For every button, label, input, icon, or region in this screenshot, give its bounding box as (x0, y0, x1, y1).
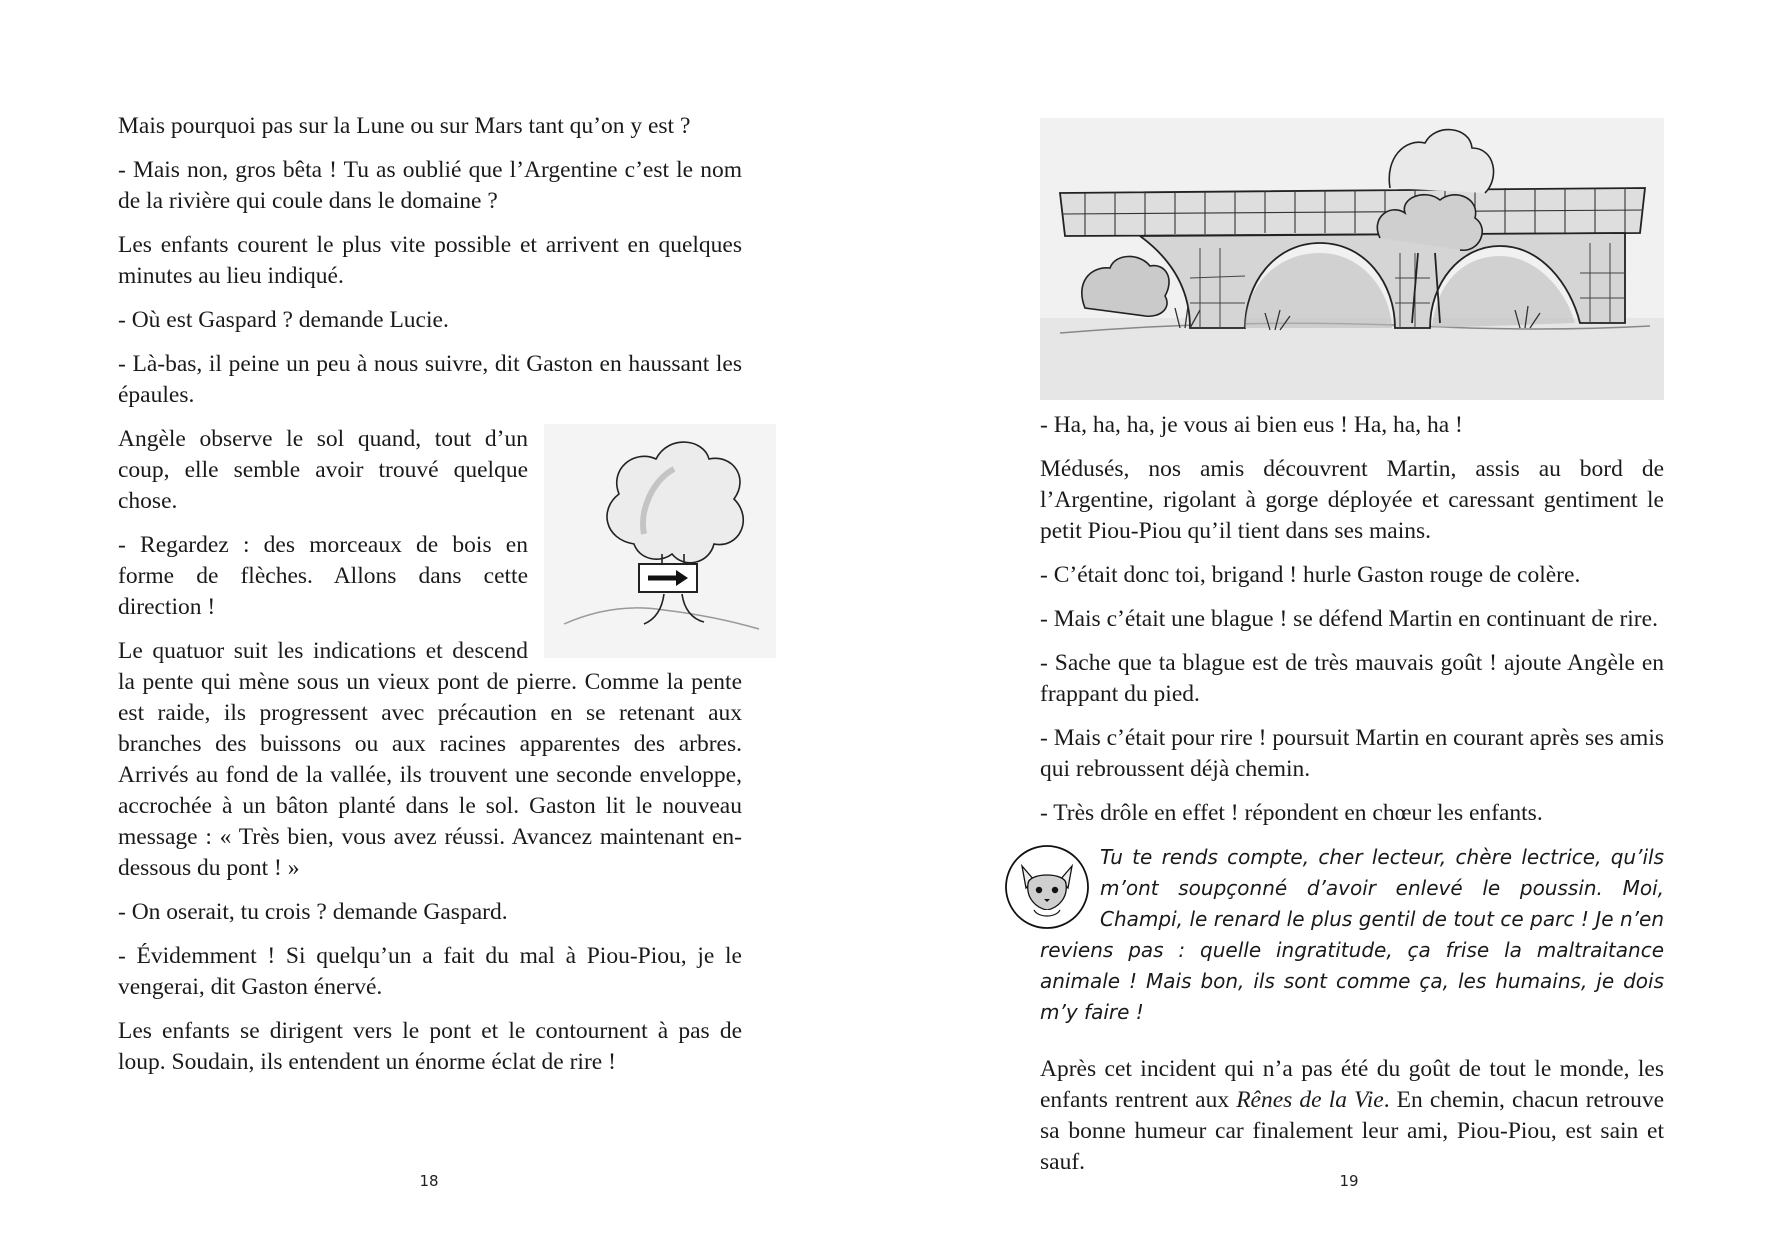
paragraph: Médusés, nos amis découvrent Martin, assis au bord de l’Argentine, rigolant à gorge déployée et caressant gentiment le petit Piou-Piou qu’il tient dans ses mains. (1040, 456, 1664, 544)
paragraph: - Mais c’était pour rire ! poursuit Martin en courant après ses amis qui rebroussent déjà chemin. (1040, 725, 1664, 782)
right-page (886, 0, 1772, 1240)
champi-aside-text: Tu te rends compte, cher lecteur, chère lectrice, qu’ils m’ont soupçonné d’avoir enlevé le poussin. Moi, Champi, le renard le plus gentil de tout ce parc ! Je n’en reviens pas : quelle ingratitude, ça frise la maltraitance animale ! Mais bon, ils sont comme ça, les humains, je dois m’y faire ! (1040, 845, 1664, 1024)
page-number: 19 (1339, 1172, 1359, 1190)
paragraph: Mais pourquoi pas sur la Lune ou sur Mars tant qu’on y est ? (118, 113, 691, 139)
paragraph: - Mais non, gros bêta ! Tu as oublié que l’Argentine c’est le nom de la rivière qui coule dans le domaine ? (118, 157, 742, 214)
left-text-column (118, 111, 742, 1091)
fox-avatar-icon (1004, 844, 1090, 930)
paragraph: - Très drôle en effet ! répondent en chœur les enfants. (1040, 800, 1543, 826)
paragraph: - Ha, ha, ha, je vous ai bien eus ! Ha, ha, ha ! (1040, 412, 1463, 438)
tree-arrow-icon (544, 424, 776, 658)
closing-text-part2: . En chemin, chacun retrouve sa bonne humeur car finalement leur ami, Piou-Piou, est sain et sauf. (1040, 1087, 1664, 1175)
paragraph: - Évidemment ! Si quelqu’un a fait du mal à Piou-Piou, je le vengerai, dit Gaston énervé. (118, 943, 742, 1000)
paragraph: - Là-bas, il peine un peu à nous suivre, dit Gaston en haussant les épaules. (118, 351, 742, 408)
paragraph: Les enfants courent le plus vite possible et arrivent en quelques minutes au lieu indiqué. (118, 232, 742, 289)
paragraph: - On oserait, tu crois ? demande Gaspard. (118, 899, 508, 925)
paragraph: Angèle observe le sol quand, tout d’un coup, elle semble avoir trouvé quelque chose. (118, 426, 528, 514)
tree-arrow-illustration (544, 424, 776, 658)
paragraph: Le quatuor suit les indications et descend la pente qui mène sous un vieux pont de pierre. Comme la pente est raide, ils progressent avec précaution en se retenant aux branches des buissons ou aux racines apparentes des arbres. Arrivés au fond de la vallée, ils trouvent une seconde enveloppe, accrochée à un bâton planté dans le sol. Gaston lit le nouveau message : « Très bien, vous avez réussi. Avancez maintenant en-dessous du pont ! » (118, 638, 742, 881)
right-text-column (1040, 410, 1664, 1191)
book-title: Rênes de la Vie (1236, 1087, 1384, 1113)
paragraph: - Regardez : des morceaux de bois en forme de flèches. Allons dans cette direction ! (118, 532, 528, 620)
paragraph: - Sache que ta blague est de très mauvais goût ! ajoute Angèle en frappant du pied. (1040, 650, 1664, 707)
bridge-icon (1040, 118, 1664, 400)
page-number: 18 (419, 1172, 439, 1190)
closing-text-part1: Après cet incident qui n’a pas été du goût de tout le monde, les enfants rentrent aux (1040, 1056, 1664, 1113)
champi-aside (1040, 842, 1664, 1041)
paragraph: - C’était donc toi, brigand ! hurle Gaston rouge de colère. (1040, 562, 1581, 588)
paragraph: Les enfants se dirigent vers le pont et le contournent à pas de loup. Soudain, ils entendent un énorme éclat de rire ! (118, 1018, 742, 1075)
paragraph: - Où est Gaspard ? demande Lucie. (118, 307, 449, 333)
closing-paragraph (1040, 1054, 1664, 1178)
paragraph: - Mais c’était une blague ! se défend Martin en continuant de rire. (1040, 606, 1658, 632)
